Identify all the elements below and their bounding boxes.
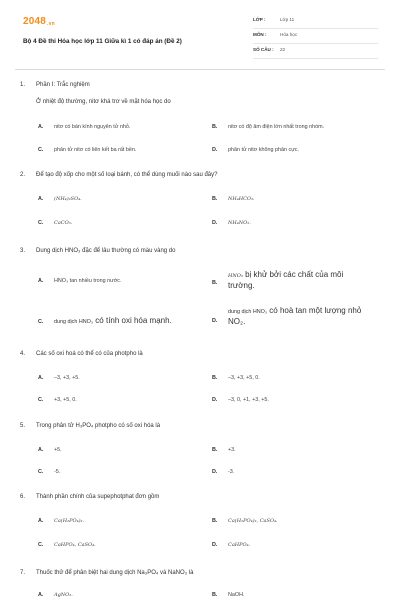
option-b[interactable]: B. HNO₃ bị khử bởi các chất của môi trường. [212, 270, 344, 290]
option-a[interactable]: A. (NH₄)₂SO₄. [38, 196, 82, 202]
question-text: Thành phần chính của supephotphat đơn gồm [36, 494, 160, 500]
option-c[interactable]: C. phân tử nitơ có liên kết ba rất bền. [38, 147, 137, 153]
meta-key: SỐ CÂU : [253, 47, 274, 52]
meta-value: Hóa học [280, 32, 298, 37]
option-b[interactable]: B. nitơ có độ âm điện lớn nhất trong nhóm. [212, 124, 325, 130]
question-5 [20, 423, 380, 475]
option-b[interactable]: B. +3. [212, 447, 236, 453]
question-1 [20, 82, 380, 153]
section-title: Phần I: Trắc nghiệm [36, 82, 90, 88]
option-a[interactable]: A. HNO₃ tan nhiều trong nước. [38, 278, 122, 284]
option-c[interactable]: C. CaCO₃. [38, 220, 73, 226]
option-a[interactable]: A. nitơ có bán kính nguyên tử nhỏ. [38, 124, 131, 130]
question-number: 5. [20, 423, 26, 429]
option-c[interactable]: C. dung dịch HNO₃ có tính oxi hóa mạnh. [38, 316, 172, 325]
option-b[interactable]: B. NH₄HCO₃. [212, 196, 255, 202]
meta-row-count [253, 44, 378, 59]
option-c[interactable]: C. -5. [38, 469, 61, 475]
meta-value: Lớp 11 [280, 17, 295, 22]
option-c[interactable]: C. +3, +5, 0. [38, 397, 77, 403]
option-a[interactable]: A. +5. [38, 447, 62, 453]
question-6 [20, 494, 380, 548]
question-2 [20, 172, 380, 226]
question-4 [20, 351, 380, 403]
logo-suffix: .vn [47, 21, 55, 27]
document-title: Bộ 4 Đề thi Hóa học lớp 11 Giữa kì 1 có đáp án (Đề 2) [23, 38, 182, 45]
question-text: Thuốc thử để phân biệt hai dung dịch Na₃PO₄ và NaNO₃ là [36, 570, 194, 576]
site-logo[interactable] [23, 16, 55, 27]
question-7 [20, 570, 380, 598]
document-header [23, 14, 380, 60]
question-text: Dung dịch HNO₃ đặc để lâu thường có màu vàng do [36, 248, 176, 254]
option-c[interactable]: C. CaHPO₄, CaSO₄. [38, 542, 96, 548]
option-b[interactable]: B. Ca(H₂PO₄)₂, CaSO₄. [212, 518, 278, 524]
header-divider [15, 69, 385, 70]
option-d[interactable]: D. phân tử nitơ không phân cực. [212, 147, 299, 153]
meta-key: LỚP : [253, 17, 266, 22]
question-number: 7. [20, 570, 26, 576]
meta-row-subject [253, 29, 378, 44]
option-a[interactable]: A. –3, +3, +5. [38, 375, 80, 381]
meta-row-class [253, 14, 378, 29]
option-d[interactable]: D. -3. [212, 469, 235, 475]
document-meta [253, 14, 378, 59]
option-d[interactable]: D. CaHPO₄. [212, 542, 251, 548]
question-text: Ở nhiệt độ thường, nitơ khá trơ về mặt hóa học do [36, 99, 171, 105]
logo-text: 2048 [23, 16, 47, 27]
option-d[interactable]: D. –3, 0, +1, +3, +5. [212, 397, 269, 403]
option-b[interactable]: B. NaOH. [212, 592, 245, 598]
question-number: 6. [20, 494, 26, 500]
option-a[interactable]: A. Ca(H₂PO₄)₂. [38, 518, 85, 524]
question-number: 3. [20, 248, 26, 254]
question-number: 4. [20, 351, 26, 357]
option-d[interactable]: D. NH₄NO₂. [212, 220, 251, 226]
question-number: 1. [20, 82, 26, 88]
option-b[interactable]: B. –3, +3, +5, 0. [212, 375, 260, 381]
question-text: Để tạo độ xốp cho một số loại bánh, có thể dùng muối nào sau đây? [36, 172, 218, 178]
meta-key: MÔN : [253, 32, 267, 37]
question-number: 2. [20, 172, 26, 178]
question-text: Các số oxi hoá có thể có của photpho là [36, 351, 143, 357]
meta-value: 22 [280, 47, 286, 52]
question-text: Trong phân tử H₃PO₄ photpho có số oxi hóa là [36, 423, 161, 429]
option-d[interactable]: D. dung dịch HNO₃ có hoà tan một lượng nhỏ NO₂. [212, 306, 362, 326]
option-a[interactable]: A. AgNO₃. [38, 592, 73, 598]
question-3 [20, 248, 380, 326]
